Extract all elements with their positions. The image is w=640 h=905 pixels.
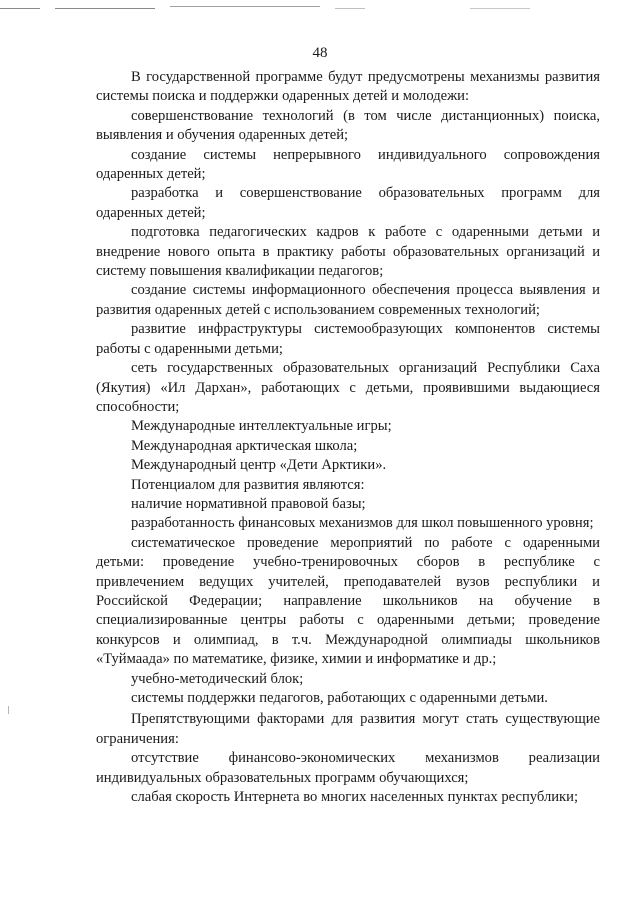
paragraph: учебно-методический блок;: [131, 670, 304, 687]
paragraph: создание системы непрерывного индивидуального сопровождения одаренных детей;: [96, 146, 600, 183]
paragraph: отсутствие финансово-экономических механизмов реализации индивидуальных образовательных программ обучающихся;: [96, 750, 600, 786]
paragraph: создание системы информационного обеспечения процесса выявления и развития одаренных детей с использованием современных технологий;: [96, 282, 600, 318]
paragraph: развитие инфраструктуры системообразующих компонентов системы работы с одаренными детьми;: [96, 321, 600, 357]
document-body: [96, 68, 600, 807]
paragraph: Международная арктическая школа;: [131, 437, 358, 454]
scan-artifact-line: [0, 8, 40, 9]
paragraph: Международные интеллектуальные игры;: [131, 418, 392, 435]
paragraph: системы поддержки педагогов, работающих с одаренными детьми.: [131, 690, 548, 706]
paragraph: Потенциалом для развития являются:: [131, 476, 365, 493]
paragraph: совершенствование технологий (в том числе дистанционных) поиска, выявления и обучения одаренных детей;: [96, 107, 600, 144]
scan-artifact-line: [170, 6, 320, 7]
paragraph: подготовка педагогических кадров к работе с одаренными детьми и внедрение нового опыта в практику работы образовательных организаций и систему повышения квалификации педагогов;: [96, 224, 600, 280]
paragraph: Международный центр «Дети Арктики».: [131, 457, 387, 474]
paragraph: В государственной программе будут предусмотрены механизмы развития системы поиска и поддержки одаренных детей и молодежи:: [96, 69, 600, 105]
page-number: 48: [312, 45, 328, 61]
paragraph: разработанность финансовых механизмов для школ повышенного уровня;: [131, 515, 594, 532]
paragraph: слабая скорость Интернета во многих населенных пунктах республики;: [131, 789, 579, 806]
paragraph: Препятствующими факторами для развития могут стать существующие ограничения:: [96, 711, 600, 747]
paragraph: сеть государственных образовательных организаций Республики Саха (Якутия) «Ил Дархан», работающих с детьми, проявившими выдающиеся способности;: [96, 360, 600, 415]
paragraph: наличие нормативной правовой базы;: [131, 495, 366, 512]
scan-artifact-line: [335, 8, 365, 9]
scan-artifact-line: [55, 8, 155, 9]
paragraph: разработка и совершенствование образовательных программ для одаренных детей;: [96, 185, 600, 221]
scan-artifact-line: [470, 8, 530, 9]
paragraph: систематическое проведение мероприятий по работе с одаренными детьми: проведение учебно-тренировочных сборов в республике с привлечением ведущих учителей, преподавателей вузов республики и Российской Федерации; направление школьников на обучение в специализированные центры работы с одаренными детьми; проведение конкурсов и олимпиад, в т.ч. Международной олимпиады школьников «Туймаада» по математике, физике, химии и информатике и др.;: [96, 534, 600, 668]
scan-artifact-mark: [8, 706, 9, 714]
